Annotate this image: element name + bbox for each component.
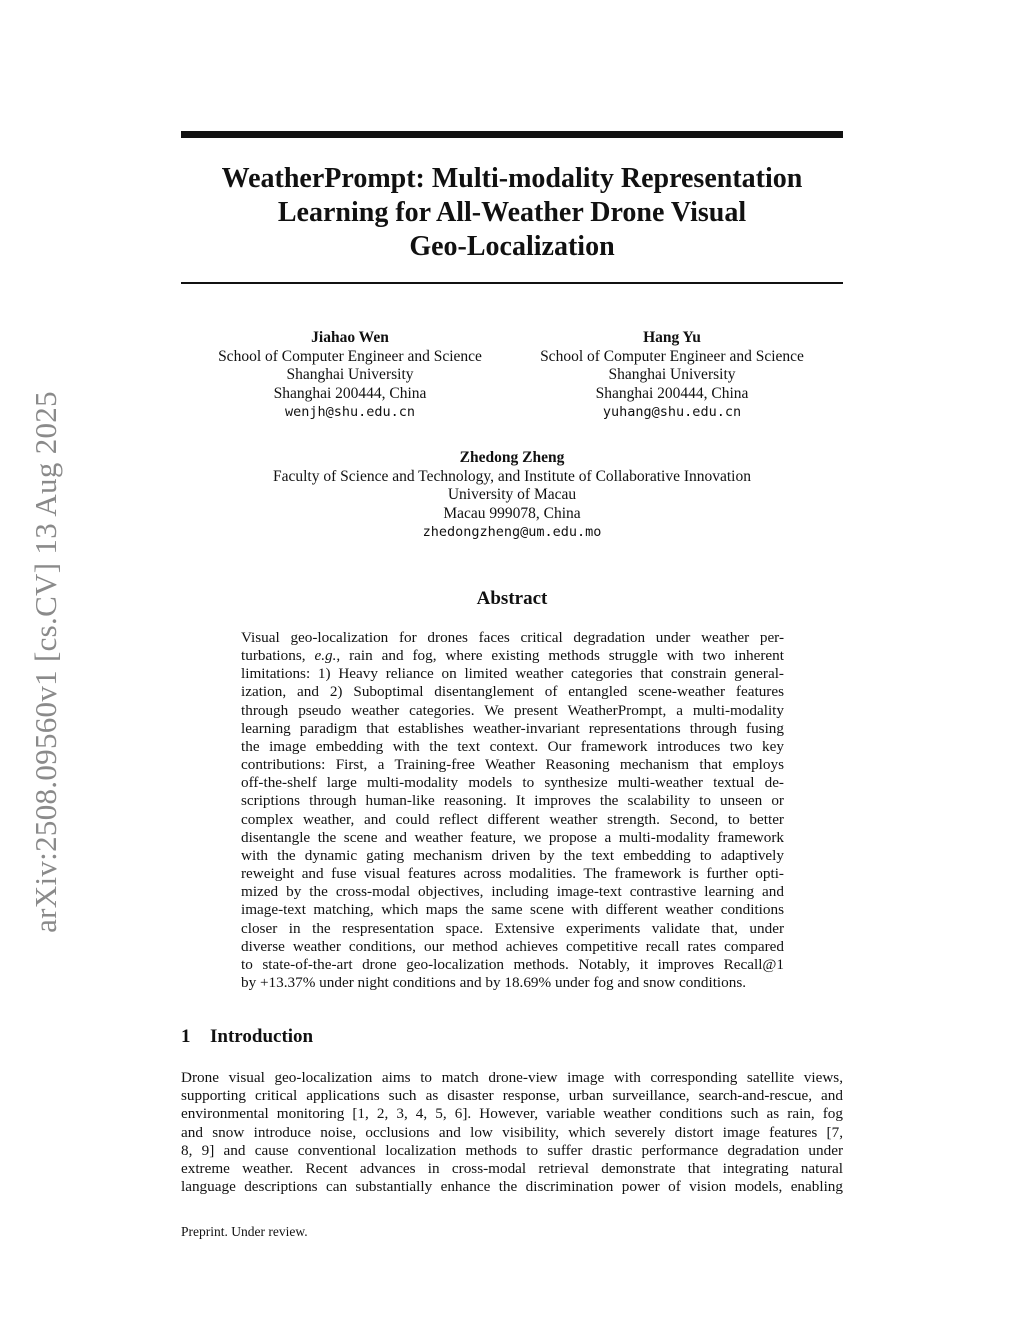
abstract-line: scriptions through human-like reasoning. It improves the scalability to unseen or bbox=[241, 792, 784, 810]
author-institution: Shanghai University bbox=[286, 366, 414, 383]
abstract-line bbox=[241, 647, 784, 665]
intro-line: language descriptions can substantially enhance the discrimination power of vision models, enabling bbox=[181, 1178, 843, 1196]
abstract-line: to state-of-the-art drone geo-localization methods. Notably, it improves Recall@1 bbox=[241, 955, 784, 973]
author-name: Jiahao Wen bbox=[311, 329, 389, 346]
abstract-line: reweight and fuse visual features across modalities. The framework is further opti- bbox=[241, 865, 784, 883]
author-email: yuhang@shu.edu.cn bbox=[602, 404, 742, 420]
abstract-line: image-text matching, which maps the same scene with different weather conditions bbox=[241, 901, 784, 919]
section-number: 1 bbox=[181, 1026, 191, 1047]
introduction-body bbox=[181, 1069, 843, 1196]
abstract-line: mized by the cross-modal objectives, including image-text contrastive learning and bbox=[241, 883, 784, 901]
author-email: zhedongzheng@um.edu.mo bbox=[422, 524, 602, 540]
abstract-body bbox=[241, 629, 784, 992]
section-heading-introduction bbox=[181, 1026, 313, 1048]
abstract-line: Visual geo-localization for drones faces critical degradation under weather per- bbox=[241, 629, 784, 646]
intro-line: environmental monitoring [1, 2, 3, 4, 5, 6]. However, variable weather conditions such as rain, fog bbox=[181, 1105, 843, 1123]
page-footer: Preprint. Under review. bbox=[181, 1224, 308, 1239]
author-block-1 bbox=[200, 329, 500, 422]
intro-line: extreme weather. Recent advances in cross-modal retrieval demonstrate that integrating natural bbox=[181, 1160, 843, 1178]
title-line: Geo-Localization bbox=[409, 231, 615, 262]
author-name: Zhedong Zheng bbox=[459, 449, 565, 466]
abstract-line: limitations: 1) Heavy reliance on limited weather categories that constrain general- bbox=[241, 665, 784, 683]
abstract-line: ization, and 2) Suboptimal disentanglement of entangled scene-weather features bbox=[241, 683, 784, 701]
paper-title bbox=[181, 162, 843, 264]
author-affiliation: Faculty of Science and Technology, and Institute of Collaborative Innovation bbox=[272, 467, 751, 485]
author-email: wenjh@shu.edu.cn bbox=[284, 404, 416, 420]
section-title: Introduction bbox=[210, 1026, 314, 1047]
author-affiliation: School of Computer Engineer and Science bbox=[540, 347, 804, 365]
abstract-emphasis: e.g. bbox=[314, 647, 337, 665]
author-location: Macau 999078, China bbox=[443, 504, 581, 522]
title-top-rule bbox=[181, 131, 843, 138]
abstract-line: contributions: First, a Training-free Weather Reasoning mechanism that employs bbox=[241, 756, 784, 774]
author-name: Hang Yu bbox=[643, 329, 701, 346]
author-block-3 bbox=[181, 449, 843, 542]
arxiv-identifier-stamp: arXiv:2508.09560v1 [cs.CV] 13 Aug 2025 bbox=[28, 391, 63, 933]
author-location: Shanghai 200444, China bbox=[273, 384, 427, 402]
intro-line: and snow introduce noise, occlusions and low visibility, which severely distort image features [7, bbox=[181, 1123, 843, 1141]
intro-line: supporting critical applications such as disaster response, urban surveillance, search-and-rescue, and bbox=[181, 1087, 843, 1105]
intro-line: Drone visual geo-localization aims to match drone-view image with corresponding satellite views, bbox=[181, 1069, 843, 1086]
intro-line: 8, 9] and cause conventional localization methods to suffer drastic performance degradation under bbox=[181, 1141, 843, 1159]
abstract-line: by +13.37% under night conditions and by 18.69% under fog and snow conditions. bbox=[241, 973, 747, 991]
abstract-line: complex weather, and could reflect different weather strength. Second, to better bbox=[241, 810, 784, 828]
abstract-line: learning paradigm that establishes weather-invariant representations through fusing bbox=[241, 719, 784, 737]
author-location: Shanghai 200444, China bbox=[595, 384, 749, 402]
abstract-line: off-the-shelf large multi-modality models to synthesize multi-weather textual de- bbox=[241, 774, 784, 792]
author-affiliation: School of Computer Engineer and Science bbox=[218, 347, 482, 365]
title-line: WeatherPrompt: Multi-modality Representation bbox=[221, 163, 803, 194]
abstract-text: , rain and fog, where existing methods struggle with two inherent bbox=[336, 647, 784, 665]
abstract-line: the image embedding with the text context. Our framework introduces two key bbox=[241, 737, 784, 755]
abstract-line: with the dynamic gating mechanism driven by the text embedding to adaptively bbox=[241, 846, 784, 864]
abstract-line: disentangle the scene and weather feature, we propose a multi-modality framework bbox=[241, 828, 784, 846]
title-bottom-rule bbox=[181, 282, 843, 284]
abstract-text: turbations, bbox=[241, 647, 315, 665]
abstract-line: through pseudo weather categories. We present WeatherPrompt, a multi-modality bbox=[241, 701, 784, 719]
abstract-heading: Abstract bbox=[476, 588, 548, 609]
abstract-line: diverse weather conditions, our method achieves competitive recall rates compared bbox=[241, 937, 784, 955]
author-institution: Shanghai University bbox=[608, 366, 736, 383]
abstract-line: closer in the respresentation space. Extensive experiments validate that, under bbox=[241, 919, 784, 937]
author-block-2 bbox=[522, 329, 822, 422]
author-institution: University of Macau bbox=[447, 486, 577, 503]
title-line: Learning for All-Weather Drone Visual bbox=[277, 197, 747, 228]
